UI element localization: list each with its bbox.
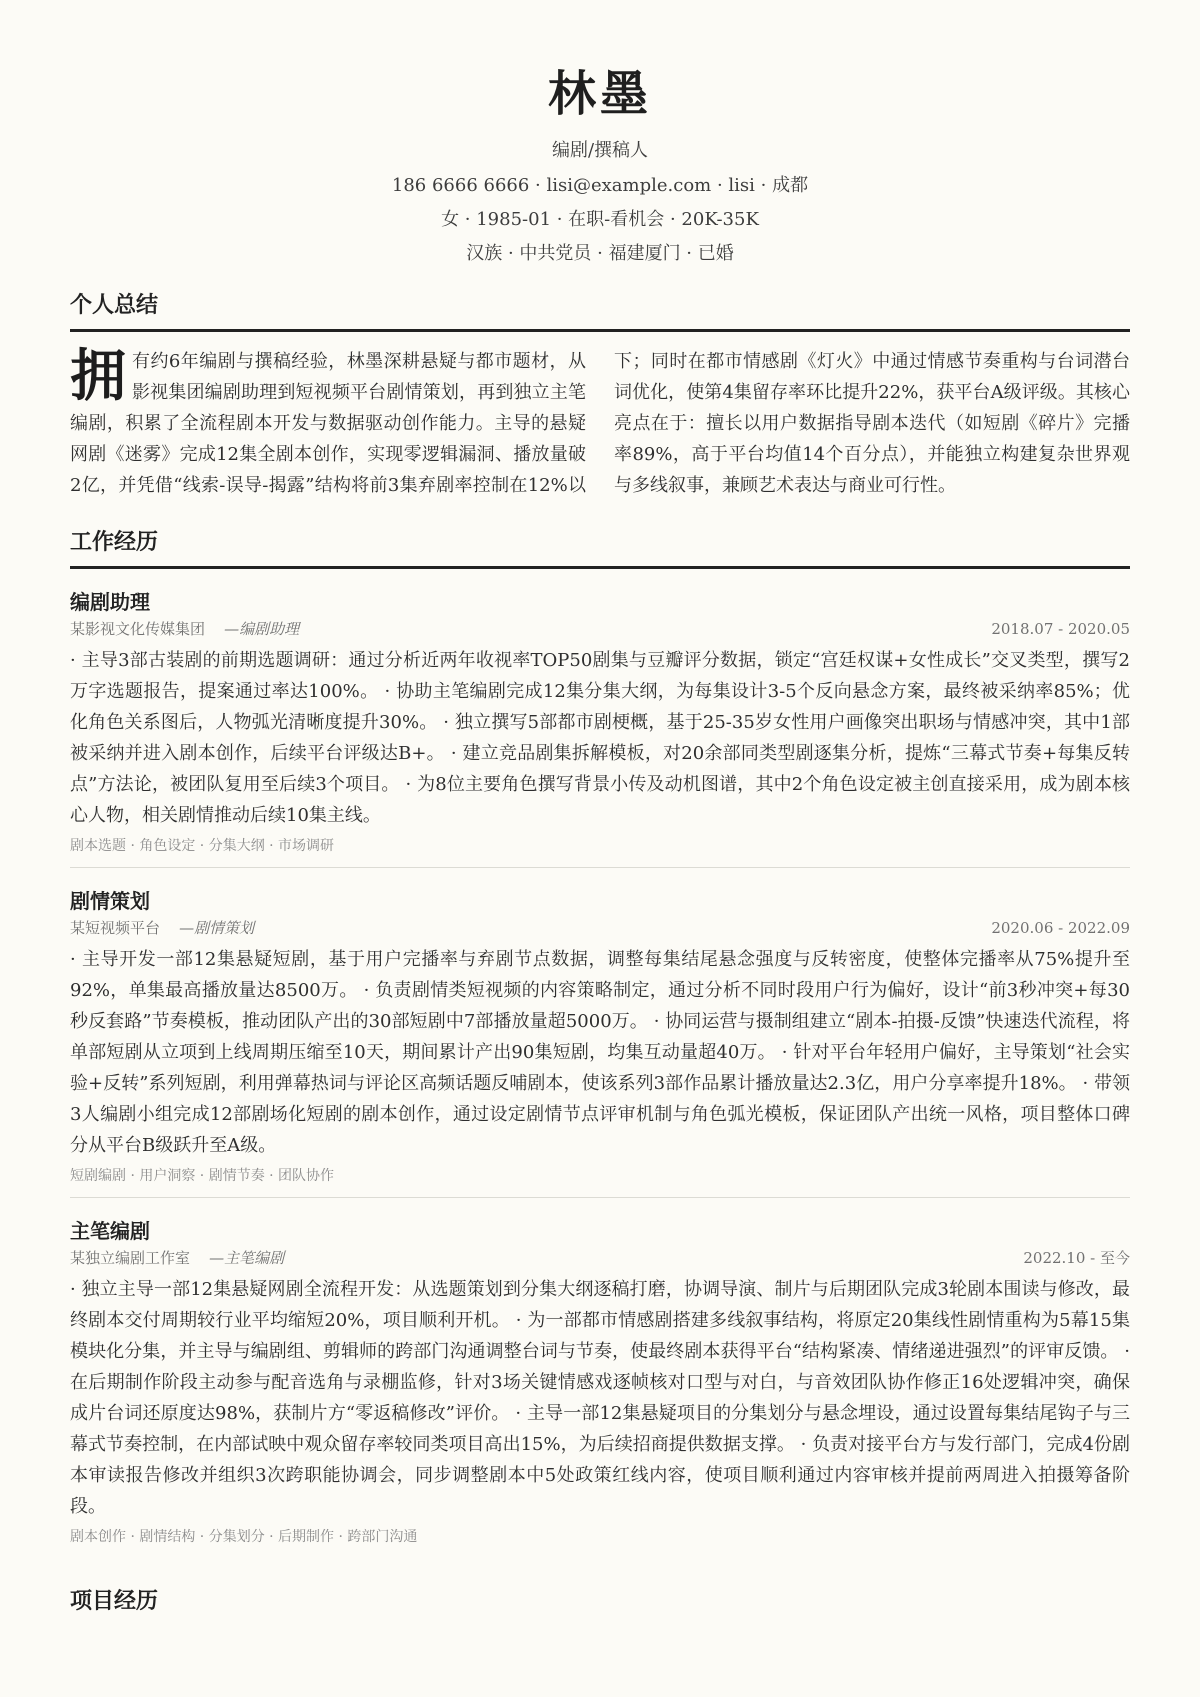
job-title: 主笔编剧 xyxy=(70,1219,150,1243)
job-role: —主笔编剧 xyxy=(209,1249,285,1267)
section-title-experience: 工作经历 xyxy=(70,525,1130,569)
job-company-line xyxy=(70,1248,284,1268)
job-company: 某独立编剧工作室 xyxy=(70,1249,191,1267)
job-entry xyxy=(70,569,1130,868)
job-description: · 独立主导一部12集悬疑网剧全流程开发：从选题策划到分集大纲逐稿打磨，协调导演、制片与后期团队完成3轮剧本围读与修改，最终剧本交付周期较行业平均缩短20%，项目顺利开机。 · 为一部都市情感剧搭建多线叙事结构，将原定20集线性剧情重构为5幕15集模块化分集，并主导与编剧组、剪辑师的跨部门沟通调整台词与节奏，使最终剧本获得平台“结构紧凑、情绪递进强烈”的评审反馈。 · 在后期制作阶段主动参与配音选角与录棚监修，针对3场关键情感戏逐帧核对口型与对白，与音效团队协作修正16处逻辑冲突，确保成片台词还原度达98%，获制片方“零返稿修改”评价。 · 主导一部12集悬疑项目的分集划分与悬念埋设，通过设置每集结尾钩子与三幕式节奏控制，在内部试映中观众留存率较同类项目高出15%，为后续招商提供数据支撑。 · 负责对接平台方与发行部门，完成4份剧本审读报告修改并组织3次跨职能协调会，同步调整剧本中5处政策红线内容，使项目顺利通过内容审核并提前两周进入拍摄筹备阶段。 xyxy=(70,1279,1130,1517)
job-title: 剧情策划 xyxy=(70,889,150,913)
contact-info: 186 6666 6666 · lisi@example.com · lisi · 成都 xyxy=(391,175,809,196)
extra-info: 汉族 · 中共党员 · 福建厦门 · 已婚 xyxy=(466,243,734,264)
job-company-line xyxy=(70,918,254,938)
job-role: —编剧助理 xyxy=(224,620,300,638)
job-description: · 主导3部古装剧的前期选题调研：通过分析近两年收视率TOP50剧集与豆瓣评分数据，锁定“宫廷权谋+女性成长”交叉类型，撰写2万字选题报告，提案通过率达100%。 · 协助主笔编剧完成12集分集大纲，为每集设计3-5个反向悬念方案，最终被采纳率85%；优化角色关系图后，人物弧光清晰度提升30%。 · 独立撰写5部都市剧梗概，基于25-35岁女性用户画像突出职场与情感冲突，其中1部被采纳并进入剧本创作，后续平台评级达B+。 · 建立竞品剧集拆解模板，对20余部同类型剧逐集分析，提炼“三幕式节奏+每集反转点”方法论，被团队复用至后续3个项目。 · 为8位主要角色撰写背景小传及动机图谱，其中2个角色设定被主创直接采用，成为剧本核心人物，相关剧情推动后续10集主线。 xyxy=(70,650,1130,826)
candidate-role: 编剧/撰稿人 xyxy=(551,140,649,161)
job-date: 2022.10 - 至今 xyxy=(1023,1249,1130,1267)
job-role: —剧情策划 xyxy=(179,919,255,937)
section-title-projects: 项目经历 xyxy=(70,1588,159,1614)
job-description: · 主导开发一部12集悬疑短剧，基于用户完播率与弃剧节点数据，调整每集结尾悬念强度与反转密度，使整体完播率从75%提升至92%，单集最高播放量达8500万。 · 负责剧情类短视频的内容策略制定，通过分析不同时段用户行为偏好，设计“前3秒冲突+每30秒反套路”节奏模板，推动团队产出的30部短剧中7部播放量超5000万。 · 协同运营与摄制组建立“剧本-拍摄-反馈”快速迭代流程，将单部短剧从立项到上线周期压缩至10天，期间累计产出90集短剧，均集互动量超40万。 · 针对平台年轻用户偏好，主导策划“社会实验+反转”系列短剧，利用弹幕热词与评论区高频话题反哺剧本，使该系列3部作品累计播放量达2.3亿，用户分享率提升18%。 · 带领3人编剧小组完成12部剧场化短剧的剧本创作，通过设定剧情节点评审机制与角色弧光模板，保证团队产出统一风格，项目整体口碑分从平台B级跃升至A级。 xyxy=(70,949,1130,1156)
job-date: 2018.07 - 2020.05 xyxy=(991,620,1130,638)
job-company: 某影视文化传媒集团 xyxy=(70,620,206,638)
basic-info: 女 · 1985-01 · 在职-看机会 · 20K-35K xyxy=(441,209,759,230)
summary-body: 有约6年编剧与撰稿经验，林墨深耕悬疑与都市题材，从影视集团编剧助理到短视频平台剧情策划，再到独立主笔编剧，积累了全流程剧本开发与数据驱动创作能力。主导的悬疑网剧《迷雾》完成12集全剧本创作，实现零逻辑漏洞、播放量破2亿，并凭借“线索-误导-揭露”结构将前3集弃剧率控制在12%以下；同时在都市情感剧《灯火》中通过情感节奏重构与台词潜台词优化，使第4集留存率环比提升22%，获平台A级评级。其核心亮点在于：擅长以用户数据指导剧本迭代（如短剧《碎片》完播率89%，高于平台均值14个百分点），并能独立构建复杂世界观与多线叙事，兼顾艺术表达与商业可行性。 xyxy=(70,351,1130,496)
job-title: 编剧助理 xyxy=(70,590,150,614)
job-meta xyxy=(70,619,1130,639)
job-date: 2020.06 - 2022.09 xyxy=(991,919,1130,937)
job-entry xyxy=(70,1198,1130,1558)
job-entry xyxy=(70,868,1130,1198)
job-company: 某短视频平台 xyxy=(70,919,161,937)
job-meta xyxy=(70,918,1130,938)
job-company-line xyxy=(70,619,299,639)
job-tags: 剧本选题 · 角色设定 · 分集大纲 · 市场调研 xyxy=(70,838,335,854)
resume-header xyxy=(70,0,1130,264)
candidate-name: 林墨 xyxy=(547,66,652,122)
summary-dropcap: 拥 xyxy=(70,343,126,409)
job-tags: 剧本创作 · 剧情结构 · 分集划分 · 后期制作 · 跨部门沟通 xyxy=(70,1529,418,1545)
job-list xyxy=(70,569,1130,1558)
job-tags: 短剧编剧 · 用户洞察 · 剧情节奏 · 团队协作 xyxy=(70,1168,335,1184)
summary-text xyxy=(70,343,1130,501)
section-title-summary: 个人总结 xyxy=(70,288,1130,332)
job-meta xyxy=(70,1248,1130,1268)
